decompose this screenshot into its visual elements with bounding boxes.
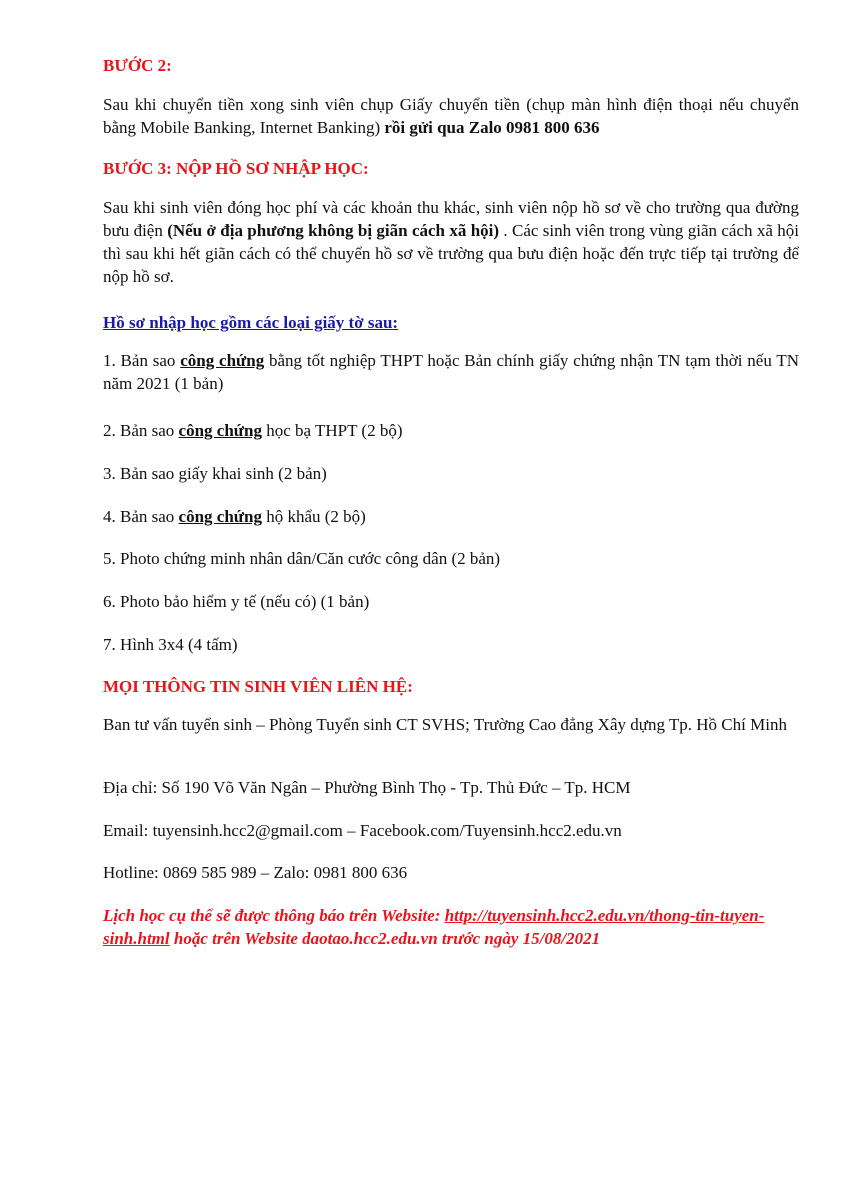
item-emphasis: công chứng [180, 351, 265, 370]
item-text: 4. Bản sao [103, 507, 179, 526]
contact-email: Email: tuyensinh.hcc2@gmail.com – Facebook.com/Tuyensinh.hcc2.edu.vn [103, 821, 622, 840]
item-text: học bạ THPT (2 bộ) [261, 421, 403, 440]
item-text: bằng tốt nghiệp THPT hoặc Bản chính giấy chứng nhận TN tạm thời nếu TN năm 2021 (1 bản) [103, 351, 799, 393]
step3-text-before: Sau khi sinh viên đóng học phí và các khoản thu khác, sinh viên nộp hồ sơ về cho trường qua đường bưu điện [103, 198, 799, 240]
item-emphasis: công chứng [178, 421, 262, 440]
document-item-1 [103, 349, 799, 395]
step3-text-after: . Các sinh viên trong vùng giãn cách xã hội thì sau khi hết giãn cách có thể chuyển hồ sơ về trường qua bưu điện hoặc đến trực tiếp tại trường để nộp hồ sơ. [103, 221, 799, 286]
item-text: 5. Photo chứng minh nhân dân/Căn cước công dân (2 bản) [103, 549, 501, 568]
step2-paragraph [103, 93, 799, 139]
item-text: 6. Photo bảo hiểm y tế (nếu có) (1 bản) [103, 592, 370, 611]
document-item-5 [103, 547, 799, 570]
document-item-3 [103, 462, 799, 485]
step2-zalo-text: rồi gửi qua Zalo 0981 800 636 [384, 118, 600, 137]
item-text: 7. Hình 3x4 (4 tấm) [103, 635, 238, 654]
item-emphasis: công chứng [178, 507, 262, 526]
step3-heading: BƯỚC 3: NỘP HỒ SƠ NHẬP HỌC: [103, 159, 369, 178]
contact-address: Địa chỉ: Số 190 Võ Văn Ngân – Phường Bình Thọ - Tp. Thủ Đức – Tp. HCM [103, 778, 631, 797]
document-item-7 [103, 633, 799, 656]
step3-paragraph [103, 196, 799, 288]
documents-heading: Hồ sơ nhập học gồm các loại giấy tờ sau: [103, 313, 399, 332]
document-item-6 [103, 590, 799, 613]
contact-heading: MỌI THÔNG TIN SINH VIÊN LIÊN HỆ: [103, 677, 413, 696]
schedule-note [103, 904, 799, 950]
contact-office: Ban tư vấn tuyển sinh – Phòng Tuyển sinh CT SVHS; Trường Cao đẳng Xây dựng Tp. Hồ Chí Minh [103, 715, 787, 734]
document-item-4 [103, 505, 799, 528]
item-text: 1. Bản sao [103, 351, 181, 370]
item-text: hộ khẩu (2 bộ) [261, 507, 366, 526]
step2-text: Sau khi chuyển tiền xong sinh viên chụp Giấy chuyển tiền (chụp màn hình điện thoại nếu chuyển bằng Mobile Banking, Internet Banking) [103, 95, 799, 137]
step3-text-bold: (Nếu ở địa phương không bị giãn cách xã hội) [167, 221, 500, 240]
schedule-link[interactable]: http://tuyensinh.hcc2.edu.vn/thong-tin-tuyen-sinh.html [103, 906, 765, 948]
schedule-text-before: Lịch học cụ thể sẽ được thông báo trên Website: [103, 906, 445, 925]
item-text: 2. Bản sao [103, 421, 179, 440]
step2-heading: BƯỚC 2: [103, 56, 172, 75]
document-item-2 [103, 419, 799, 442]
item-text: 3. Bản sao giấy khai sinh (2 bản) [103, 464, 327, 483]
schedule-text-after: hoặc trên Website daotao.hcc2.edu.vn trước ngày 15/08/2021 [169, 929, 601, 948]
contact-hotline: Hotline: 0869 585 989 – Zalo: 0981 800 636 [103, 863, 408, 882]
